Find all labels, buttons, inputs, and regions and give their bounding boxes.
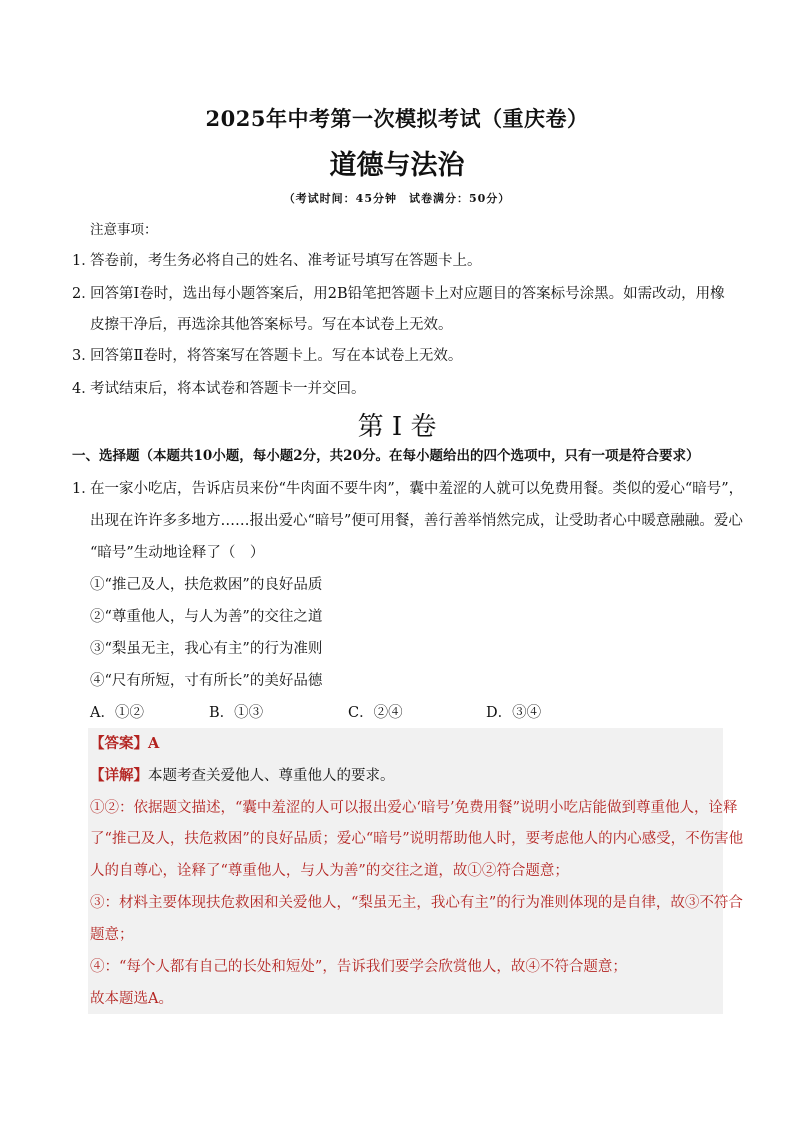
notice-item-4 xyxy=(72,379,366,399)
analysis-line-1: ①②：依据题文描述，“囊中羞涩的人可以报出爱心‘暗号’免费用餐”说明小吃店能做到尊重他人，诠释 xyxy=(90,800,738,816)
detail-line xyxy=(90,766,395,786)
analysis-line-2: 了“推己及人，扶危救困”的良好品质；爱心“暗号”说明帮助他人时，要考虑他人的内心感受，不伤害他 xyxy=(90,831,744,847)
question-stem-line-3: “暗号”生动地诠释了（ ） xyxy=(90,545,265,561)
option-c: C．②④ xyxy=(348,705,403,721)
notice-num: 3． xyxy=(72,348,96,364)
question-num: 1． xyxy=(72,481,96,497)
part-description: 一、选择题（本题共10小题，每小题2分，共20分。在每小题给出的四个选项中，只有一项是符合要求） xyxy=(72,448,700,464)
notice-item-3 xyxy=(72,346,462,366)
notice-num: 4． xyxy=(72,381,96,397)
notice-text: 答卷前，考生务必将自己的姓名、准考证号填写在答题卡上。 xyxy=(90,253,482,269)
option-b: B．①③ xyxy=(209,705,264,721)
statement-1: ①“推己及人，扶危救困”的良好品质 xyxy=(90,577,323,593)
answer-line xyxy=(90,734,159,754)
answer-label: 【答案】 xyxy=(90,735,148,752)
notice-heading: 注意事项： xyxy=(90,222,158,238)
notice-num: 2． xyxy=(72,286,96,302)
notice-item-1 xyxy=(72,251,482,271)
notice-text: 回答第Ⅱ卷时，将答案写在答题卡上。写在本试卷上无效。 xyxy=(90,348,463,364)
notice-text: 考试结束后，将本试卷和答题卡一并交回。 xyxy=(90,381,366,397)
analysis-line-5: 题意； xyxy=(90,927,134,943)
detail-text: 本题考查关爱他人、尊重他人的要求。 xyxy=(148,768,395,784)
exam-title: 2025年中考第一次模拟考试（重庆卷） xyxy=(205,106,589,131)
option-d: D．③④ xyxy=(486,705,542,721)
notice-item-2 xyxy=(72,284,725,304)
section-title: 第 I 卷 xyxy=(357,412,437,442)
question-stem-line-2: 出现在许许多多地方……报出爱心“暗号”便可用餐，善行善举悄然完成，让受助者心中暖意融融。爱心 xyxy=(90,513,743,529)
analysis-line-3: 人的自尊心，诠释了“尊重他人，与人为善”的交往之道，故①②符合题意； xyxy=(90,863,569,879)
notice-num: 1． xyxy=(72,253,96,269)
answer-value: A xyxy=(148,735,160,752)
option-a: A．①② xyxy=(90,705,144,721)
detail-label: 【详解】 xyxy=(90,767,148,784)
statement-2: ②“尊重他人，与人为善”的交往之道 xyxy=(90,609,323,625)
analysis-line-7: 故本题选A。 xyxy=(90,991,173,1007)
question-text: 在一家小吃店，告诉店员来份“牛肉面不要牛肉”，囊中羞涩的人就可以免费用餐。类似的爱心“暗号”， xyxy=(90,481,744,497)
notice-item-2-cont: 皮擦干净后，再选涂其他答案标号。写在本试卷上无效。 xyxy=(90,317,453,333)
analysis-line-4: ③：材料主要体现扶危救困和关爱他人，“梨虽无主，我心有主”的行为准则体现的是自律，故③不符合 xyxy=(90,895,743,911)
exam-info: （考试时间：45分钟 试卷满分：50分） xyxy=(283,192,511,205)
statement-3: ③“梨虽无主，我心有主”的行为准则 xyxy=(90,641,323,657)
subject-title: 道德与法治 xyxy=(329,150,465,181)
analysis-line-6: ④：“每个人都有自己的长处和短处”，告诉我们要学会欣赏他人，故④不符合题意； xyxy=(90,959,627,975)
question-stem-line-1 xyxy=(72,479,743,499)
statement-4: ④“尺有所短，寸有所长”的美好品德 xyxy=(90,673,323,689)
notice-text: 回答第Ⅰ卷时，选出每小题答案后，用2B铅笔把答题卡上对应题目的答案标号涂黑。如需改动，用橡 xyxy=(90,286,725,302)
